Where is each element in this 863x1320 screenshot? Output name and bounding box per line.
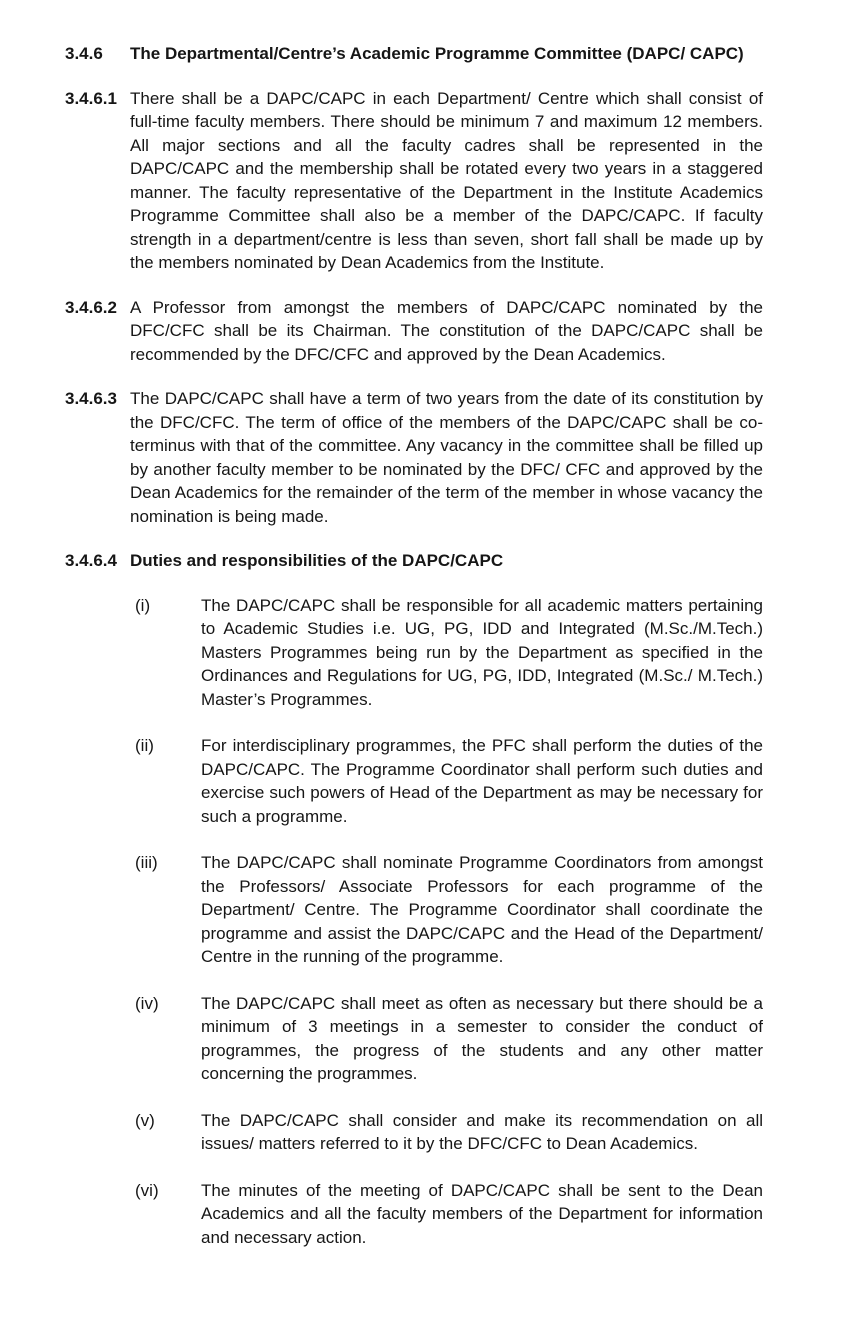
duty-text: The DAPC/CAPC shall meet as often as necessary but there should be a minimum of 3 meetings in a semester to consider the conduct of programmes, the progress of the students and any other matter concerning the programmes. bbox=[201, 993, 763, 1083]
duties-heading-number: 3.4.6.4 bbox=[65, 551, 117, 570]
duty-item-iii bbox=[135, 851, 763, 969]
duty-text: The DAPC/CAPC shall consider and make its recommendation on all issues/ matters referred to it by the DFC/CFC to Dean Academics. bbox=[201, 1110, 763, 1153]
clause-3-4-6-3 bbox=[65, 387, 763, 528]
duty-item-i bbox=[135, 594, 763, 712]
duty-marker: (iv) bbox=[135, 993, 159, 1013]
duty-text: The DAPC/CAPC shall be responsible for all academic matters pertaining to Academic Studies i.e. UG, PG, IDD and Integrated (M.Sc./M.Tech.) Masters Programmes being run by the Department as specified in the Ordinances and Regulations for UG, PG, IDD, Integrated (M.Sc./ M.Tech.) Master’s Programmes. bbox=[201, 595, 763, 709]
clause-3-4-6-2 bbox=[65, 296, 763, 367]
clause-number: 3.4.6.3 bbox=[65, 389, 117, 408]
clause-number: 3.4.6.2 bbox=[65, 297, 117, 317]
clause-text: A Professor from amongst the members of DAPC/CAPC nominated by the DFC/CFC shall be its Chairman. The constitution of the DAPC/CAPC shall be recommended by the DFC/CFC and approved by the Dean Academics. bbox=[130, 297, 763, 364]
duty-marker: (i) bbox=[135, 595, 151, 615]
duties-heading bbox=[65, 549, 763, 573]
duty-marker: (iii) bbox=[135, 853, 158, 872]
duty-item-v bbox=[135, 1109, 763, 1156]
duty-text: The DAPC/CAPC shall nominate Programme Coordinators from amongst the Professors/ Associate Professors for each programme of the Department/ Centre. The Programme Coordinator shall coordinate the programme and assist the DAPC/CAPC and the Head of the Department/ Centre in the running of the programme. bbox=[201, 853, 763, 966]
duty-item-vi bbox=[135, 1179, 763, 1250]
duty-item-iv bbox=[135, 992, 763, 1086]
duty-marker: (v) bbox=[135, 1110, 155, 1130]
duty-marker: (ii) bbox=[135, 736, 154, 755]
section-heading-number: 3.4.6 bbox=[65, 44, 103, 63]
duty-text: The minutes of the meeting of DAPC/CAPC shall be sent to the Dean Academics and all the faculty members of the Department for information and necessary action. bbox=[201, 1180, 763, 1247]
duty-item-ii bbox=[135, 734, 763, 828]
clause-number: 3.4.6.1 bbox=[65, 88, 117, 108]
clause-3-4-6-1 bbox=[65, 87, 763, 275]
duty-marker: (vi) bbox=[135, 1180, 159, 1200]
clause-text: The DAPC/CAPC shall have a term of two years from the date of its constitution by the DFC/CFC. The term of office of the members of the DAPC/CAPC shall be co-terminus with that of the committee. Any vacancy in the committee shall be filled up by another faculty member to be nominated by the DFC/ CFC and approved by the Dean Academics for the remainder of the term of the member in whose vacancy the nomination is being made. bbox=[130, 389, 763, 526]
section-heading bbox=[65, 42, 763, 66]
section-heading-text: The Departmental/Centre’s Academic Programme Committee (DAPC/ CAPC) bbox=[130, 44, 744, 63]
duties-heading-text: Duties and responsibilities of the DAPC/CAPC bbox=[130, 551, 504, 570]
duty-text: For interdisciplinary programmes, the PFC shall perform the duties of the DAPC/CAPC. The Programme Coordinator shall perform such duties and exercise such powers of Head of the Department as may be necessary for such a programme. bbox=[201, 736, 763, 826]
clause-text: There shall be a DAPC/CAPC in each Department/ Centre which shall consist of full-time faculty members. There should be minimum 7 and maximum 12 members. All major sections and all the faculty cadres shall be represented in the DAPC/CAPC and the membership shall be rotated every two years in a staggered manner. The faculty representative of the Department in the Institute Academics Programme Committee shall also be a member of the DAPC/CAPC. If faculty strength in a department/centre is less than seven, short fall shall be made up by the members nominated by Dean Academics from the Institute. bbox=[130, 88, 763, 272]
